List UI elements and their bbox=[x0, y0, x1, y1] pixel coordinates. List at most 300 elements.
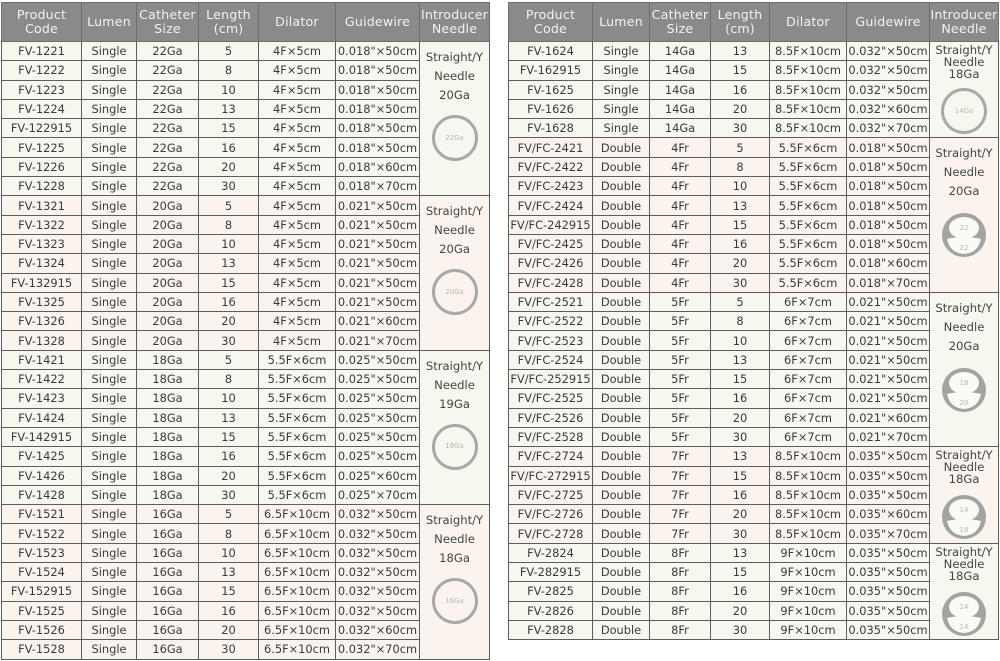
lumen-cell: Single bbox=[593, 61, 650, 80]
table-row bbox=[2, 640, 490, 659]
table-row bbox=[509, 620, 999, 639]
length-cell: 5 bbox=[199, 505, 259, 524]
dilator-cell: 5.5F×6cm bbox=[770, 215, 847, 234]
dilator-cell: 6.5F×10cm bbox=[259, 620, 336, 639]
lumen-cell: Single bbox=[82, 505, 137, 524]
table-row bbox=[2, 389, 490, 408]
lumen-cell: Double bbox=[593, 466, 650, 485]
product-code-cell: FV-1522 bbox=[2, 524, 82, 543]
length-cell: 20 bbox=[711, 601, 770, 620]
needle-label-line: Needle bbox=[943, 556, 985, 571]
lumen-cell: Single bbox=[82, 370, 137, 389]
dilator-cell: 4F×5cm bbox=[259, 273, 336, 292]
table-row bbox=[2, 466, 490, 485]
product-code-cell: FV/FC-2526 bbox=[509, 408, 593, 427]
length-cell: 5 bbox=[711, 292, 770, 311]
col-header-guidewire: Guidewire bbox=[336, 3, 420, 42]
lumen-cell: Single bbox=[82, 234, 137, 253]
needle-label-line: Straight/Y bbox=[935, 544, 993, 559]
table-row bbox=[509, 292, 999, 311]
guidewire-cell: 0.035"×50cm bbox=[847, 447, 930, 466]
guidewire-cell: 0.035"×50cm bbox=[847, 582, 930, 601]
lumen-cell: Double bbox=[593, 543, 650, 562]
catheter-size-cell: 16Ga bbox=[137, 505, 199, 524]
length-cell: 13 bbox=[199, 563, 259, 582]
needle-label-line: Needle bbox=[943, 165, 985, 180]
catheter-size-cell: 16Ga bbox=[137, 582, 199, 601]
catheter-size-cell: 22Ga bbox=[137, 119, 199, 138]
catheter-size-cell: 4Fr bbox=[650, 196, 711, 215]
table-row bbox=[509, 196, 999, 215]
dilator-cell: 5.5F×6cm bbox=[770, 177, 847, 196]
table-row bbox=[509, 505, 999, 524]
dilator-cell: 6.5F×10cm bbox=[259, 543, 336, 562]
product-code-cell: FV/FC-2724 bbox=[509, 447, 593, 466]
col-header-catheter-size: Catheter Size bbox=[137, 3, 199, 42]
length-cell: 20 bbox=[199, 466, 259, 485]
catheter-size-cell: 20Ga bbox=[137, 312, 199, 331]
table-body bbox=[509, 42, 999, 640]
lumen-label-bottom: 18 bbox=[959, 526, 969, 535]
product-code-cell: FV-1521 bbox=[2, 505, 82, 524]
guidewire-cell: 0.032"×50cm bbox=[336, 563, 420, 582]
product-code-cell: FV/FC-2423 bbox=[509, 177, 593, 196]
guidewire-cell: 0.032"×50cm bbox=[847, 42, 930, 61]
product-code-cell: FV-152915 bbox=[2, 582, 82, 601]
table-row bbox=[2, 138, 490, 157]
product-code-cell: FV-1523 bbox=[2, 543, 82, 562]
length-cell: 15 bbox=[711, 370, 770, 389]
product-code-cell: FV-1222 bbox=[2, 61, 82, 80]
col-header-lumen: Lumen bbox=[593, 3, 650, 42]
length-cell: 15 bbox=[711, 215, 770, 234]
lumen-cell: Single bbox=[82, 543, 137, 562]
table-row bbox=[509, 157, 999, 176]
catheter-size-cell: 14Ga bbox=[650, 42, 711, 61]
guidewire-cell: 0.032"×50cm bbox=[336, 524, 420, 543]
product-code-cell: FV-132915 bbox=[2, 273, 82, 292]
product-code-cell: FV-1625 bbox=[509, 80, 593, 99]
table-row bbox=[509, 543, 999, 562]
lumen-label-top: 14 bbox=[959, 602, 969, 611]
dilator-cell: 8.5F×10cm bbox=[770, 119, 847, 138]
lumen-cell: Single bbox=[593, 42, 650, 61]
dilator-cell: 4F×5cm bbox=[259, 331, 336, 350]
needle-label-line: Straight/Y bbox=[425, 50, 484, 64]
guidewire-cell: 0.018"×50cm bbox=[336, 61, 420, 80]
product-code-cell: FV/FC-2524 bbox=[509, 350, 593, 369]
lumen-cell: Double bbox=[593, 215, 650, 234]
product-code-cell: FV-1421 bbox=[2, 350, 82, 369]
lumen-cell: Single bbox=[82, 196, 137, 215]
guidewire-cell: 0.018"×50cm bbox=[336, 119, 420, 138]
product-code-cell: FV-2825 bbox=[509, 582, 593, 601]
dilator-cell: 4F×5cm bbox=[259, 254, 336, 273]
length-cell: 30 bbox=[711, 119, 770, 138]
product-code-cell: FV/FC-2422 bbox=[509, 157, 593, 176]
single-lumen-cross-section-icon: 16Ga bbox=[432, 578, 478, 624]
guidewire-cell: 0.021"×70cm bbox=[847, 427, 930, 446]
guidewire-cell: 0.021"×70cm bbox=[336, 331, 420, 350]
lumen-cell: Single bbox=[593, 80, 650, 99]
introducer-needle-cell bbox=[420, 350, 490, 504]
table-row bbox=[2, 177, 490, 196]
lumen-label-top: 18 bbox=[959, 378, 969, 387]
needle-label-line: 20Ga bbox=[948, 184, 980, 199]
product-code-cell: FV-1426 bbox=[2, 466, 82, 485]
dilator-cell: 8.5F×10cm bbox=[770, 61, 847, 80]
guidewire-cell: 0.021"×50cm bbox=[847, 331, 930, 350]
catheter-size-cell: 18Ga bbox=[137, 389, 199, 408]
length-cell: 30 bbox=[711, 524, 770, 543]
lumen-label-bottom: 22 bbox=[959, 244, 969, 253]
guidewire-cell: 0.018"×50cm bbox=[336, 80, 420, 99]
catheter-size-cell: 18Ga bbox=[137, 350, 199, 369]
catheter-size-cell: 20Ga bbox=[137, 254, 199, 273]
catheter-size-cell: 20Ga bbox=[137, 273, 199, 292]
catheter-size-cell: 16Ga bbox=[137, 563, 199, 582]
table-row bbox=[2, 80, 490, 99]
guidewire-cell: 0.035"×50cm bbox=[847, 563, 930, 582]
needle-label-line: Needle bbox=[434, 69, 475, 83]
length-cell: 30 bbox=[199, 177, 259, 196]
product-code-cell: FV-1524 bbox=[2, 563, 82, 582]
table-row bbox=[2, 408, 490, 427]
lumen-cell: Single bbox=[82, 157, 137, 176]
catheter-size-cell: 22Ga bbox=[137, 42, 199, 61]
table-row bbox=[509, 61, 999, 80]
product-code-cell: FV-1224 bbox=[2, 99, 82, 118]
table-row bbox=[2, 485, 490, 504]
catheter-size-cell: 8Fr bbox=[650, 563, 711, 582]
guidewire-cell: 0.018"×60cm bbox=[847, 254, 930, 273]
lumen-label-bottom: 14 bbox=[959, 622, 969, 631]
dilator-cell: 5.5F×6cm bbox=[770, 157, 847, 176]
guidewire-cell: 0.018"×50cm bbox=[336, 99, 420, 118]
table-row bbox=[2, 447, 490, 466]
catheter-size-cell: 18Ga bbox=[137, 370, 199, 389]
length-cell: 30 bbox=[711, 620, 770, 639]
length-cell: 16 bbox=[199, 292, 259, 311]
col-header-guidewire: Guidewire bbox=[847, 3, 930, 42]
product-code-cell: FV-1526 bbox=[2, 620, 82, 639]
length-cell: 20 bbox=[711, 99, 770, 118]
guidewire-cell: 0.032"×50cm bbox=[336, 543, 420, 562]
needle-label-line: Needle bbox=[434, 377, 475, 392]
product-code-cell: FV-122915 bbox=[2, 119, 82, 138]
catheter-size-cell: 22Ga bbox=[137, 99, 199, 118]
dilator-cell: 9F×10cm bbox=[770, 543, 847, 562]
col-header-catheter-size: Catheter Size bbox=[650, 3, 711, 42]
catheter-size-cell: 16Ga bbox=[137, 620, 199, 639]
table-row bbox=[509, 234, 999, 253]
catheter-size-cell: 8Fr bbox=[650, 582, 711, 601]
table-row bbox=[2, 61, 490, 80]
product-code-cell: FV-162915 bbox=[509, 61, 593, 80]
lumen-cell: Double bbox=[593, 505, 650, 524]
lumen-cell: Single bbox=[82, 563, 137, 582]
dilator-cell: 6.5F×10cm bbox=[259, 601, 336, 620]
guidewire-cell: 0.018"×50cm bbox=[336, 42, 420, 61]
lumen-cell: Single bbox=[593, 119, 650, 138]
product-code-cell: FV-2826 bbox=[509, 601, 593, 620]
dilator-cell: 4F×5cm bbox=[259, 61, 336, 80]
guidewire-cell: 0.025"×70cm bbox=[336, 485, 420, 504]
dilator-cell: 6F×7cm bbox=[770, 292, 847, 311]
lumen-cell: Double bbox=[593, 389, 650, 408]
table-row bbox=[509, 138, 999, 157]
product-code-cell: FV-1328 bbox=[2, 331, 82, 350]
table-row bbox=[2, 312, 490, 331]
length-cell: 20 bbox=[199, 157, 259, 176]
table-row bbox=[509, 254, 999, 273]
table-row bbox=[2, 157, 490, 176]
guidewire-cell: 0.025"×50cm bbox=[336, 427, 420, 446]
length-cell: 16 bbox=[711, 485, 770, 504]
dilator-cell: 4F×5cm bbox=[259, 157, 336, 176]
lumen-cell: Single bbox=[82, 292, 137, 311]
catheter-size-cell: 18Ga bbox=[137, 408, 199, 427]
col-header-dilator: Dilator bbox=[259, 3, 336, 42]
product-code-cell: FV/FC-2425 bbox=[509, 234, 593, 253]
table-row bbox=[2, 427, 490, 446]
length-cell: 5 bbox=[711, 138, 770, 157]
catheter-size-cell: 20Ga bbox=[137, 331, 199, 350]
guidewire-cell: 0.021"×50cm bbox=[336, 196, 420, 215]
lumen-cell: Double bbox=[593, 157, 650, 176]
guidewire-cell: 0.021"×50cm bbox=[336, 254, 420, 273]
guidewire-cell: 0.021"×50cm bbox=[336, 273, 420, 292]
double-lumen-cross-section-icon bbox=[940, 366, 988, 414]
catheter-size-cell: 20Ga bbox=[137, 215, 199, 234]
catheter-size-cell: 18Ga bbox=[137, 427, 199, 446]
length-cell: 16 bbox=[711, 389, 770, 408]
table-row bbox=[509, 447, 999, 466]
length-cell: 30 bbox=[711, 427, 770, 446]
catheter-size-cell: 7Fr bbox=[650, 466, 711, 485]
lumen-cell: Double bbox=[593, 427, 650, 446]
lumen-cell: Single bbox=[82, 273, 137, 292]
product-code-cell: FV-1525 bbox=[2, 601, 82, 620]
length-cell: 10 bbox=[199, 389, 259, 408]
catheter-size-cell: 5Fr bbox=[650, 427, 711, 446]
guidewire-cell: 0.018"×70cm bbox=[336, 177, 420, 196]
length-cell: 16 bbox=[711, 582, 770, 601]
lumen-cell: Double bbox=[593, 292, 650, 311]
table-row bbox=[2, 215, 490, 234]
table-row bbox=[509, 42, 999, 61]
product-code-cell: FV-1423 bbox=[2, 389, 82, 408]
lumen-cell: Double bbox=[593, 408, 650, 427]
catheter-size-cell: 18Ga bbox=[137, 485, 199, 504]
length-cell: 30 bbox=[199, 331, 259, 350]
lumen-cell: Double bbox=[593, 254, 650, 273]
guidewire-cell: 0.032"×50cm bbox=[847, 80, 930, 99]
product-code-cell: FV-2824 bbox=[509, 543, 593, 562]
catheter-size-cell: 22Ga bbox=[137, 177, 199, 196]
length-cell: 16 bbox=[199, 447, 259, 466]
dilator-cell: 6F×7cm bbox=[770, 389, 847, 408]
dilator-cell: 5.5F×6cm bbox=[770, 273, 847, 292]
catheter-size-cell: 22Ga bbox=[137, 138, 199, 157]
length-cell: 5 bbox=[199, 350, 259, 369]
table-row bbox=[509, 485, 999, 504]
guidewire-cell: 0.018"×60cm bbox=[336, 157, 420, 176]
length-cell: 8 bbox=[711, 157, 770, 176]
catheter-size-cell: 4Fr bbox=[650, 234, 711, 253]
dilator-cell: 6F×7cm bbox=[770, 331, 847, 350]
dilator-cell: 9F×10cm bbox=[770, 601, 847, 620]
guidewire-cell: 0.025"×50cm bbox=[336, 350, 420, 369]
dilator-cell: 5.5F×6cm bbox=[770, 254, 847, 273]
table-row bbox=[509, 215, 999, 234]
length-cell: 20 bbox=[711, 254, 770, 273]
product-code-cell: FV-1321 bbox=[2, 196, 82, 215]
dilator-cell: 5.5F×6cm bbox=[770, 138, 847, 157]
catheter-size-cell: 16Ga bbox=[137, 543, 199, 562]
needle-label-line: 20Ga bbox=[948, 338, 980, 353]
product-code-cell: FV-1221 bbox=[2, 42, 82, 61]
guidewire-cell: 0.025"×50cm bbox=[336, 370, 420, 389]
length-cell: 8 bbox=[199, 370, 259, 389]
dilator-cell: 5.5F×6cm bbox=[770, 234, 847, 253]
table-row bbox=[2, 119, 490, 138]
catheter-size-cell: 20Ga bbox=[137, 234, 199, 253]
lumen-cell: Single bbox=[593, 99, 650, 118]
table-row bbox=[2, 99, 490, 118]
needle-label-line: 20Ga bbox=[439, 242, 470, 257]
col-header-product-code: Product Code bbox=[2, 3, 82, 42]
dilator-cell: 5.5F×6cm bbox=[770, 196, 847, 215]
lumen-cell: Single bbox=[82, 215, 137, 234]
length-cell: 13 bbox=[199, 99, 259, 118]
table-row bbox=[509, 427, 999, 446]
guidewire-cell: 0.032"×70cm bbox=[847, 119, 930, 138]
product-code-cell: FV-1326 bbox=[2, 312, 82, 331]
product-code-cell: FV-1428 bbox=[2, 485, 82, 504]
length-cell: 15 bbox=[199, 427, 259, 446]
catheter-size-cell: 5Fr bbox=[650, 312, 711, 331]
needle-label-line: 18Ga bbox=[948, 568, 980, 583]
guidewire-cell: 0.032"×50cm bbox=[336, 505, 420, 524]
catheter-size-cell: 8Fr bbox=[650, 601, 711, 620]
guidewire-cell: 0.021"×50cm bbox=[847, 292, 930, 311]
length-cell: 10 bbox=[199, 234, 259, 253]
lumen-label-bottom: 20 bbox=[959, 398, 969, 407]
dilator-cell: 8.5F×10cm bbox=[770, 505, 847, 524]
catheter-size-cell: 7Fr bbox=[650, 485, 711, 504]
introducer-needle-cell bbox=[930, 138, 999, 292]
length-cell: 15 bbox=[711, 563, 770, 582]
lumen-cell: Single bbox=[82, 80, 137, 99]
dilator-cell: 8.5F×10cm bbox=[770, 485, 847, 504]
catheter-size-cell: 4Fr bbox=[650, 215, 711, 234]
lumen-cell: Double bbox=[593, 331, 650, 350]
length-cell: 8 bbox=[199, 215, 259, 234]
guidewire-cell: 0.032"×50cm bbox=[336, 601, 420, 620]
table-row bbox=[509, 370, 999, 389]
guidewire-cell: 0.018"×50cm bbox=[847, 196, 930, 215]
length-cell: 5 bbox=[199, 196, 259, 215]
guidewire-cell: 0.032"×50cm bbox=[336, 582, 420, 601]
table-row bbox=[509, 466, 999, 485]
dilator-cell: 4F×5cm bbox=[259, 80, 336, 99]
double-lumen-cross-section-icon bbox=[940, 493, 988, 541]
lumen-cell: Double bbox=[593, 601, 650, 620]
dilator-cell: 8.5F×10cm bbox=[770, 447, 847, 466]
product-code-cell: FV-1322 bbox=[2, 215, 82, 234]
catheter-size-cell: 14Ga bbox=[650, 119, 711, 138]
catheter-size-cell: 18Ga bbox=[137, 447, 199, 466]
length-cell: 13 bbox=[199, 254, 259, 273]
dilator-cell: 6F×7cm bbox=[770, 427, 847, 446]
needle-label-line: Straight/Y bbox=[935, 43, 993, 57]
catheter-size-cell: 5Fr bbox=[650, 389, 711, 408]
dilator-cell: 4F×5cm bbox=[259, 177, 336, 196]
table-row bbox=[509, 524, 999, 543]
dilator-cell: 9F×10cm bbox=[770, 582, 847, 601]
product-code-cell: FV/FC-272915 bbox=[509, 466, 593, 485]
length-cell: 15 bbox=[711, 61, 770, 80]
lumen-cell: Single bbox=[82, 350, 137, 369]
dilator-cell: 6.5F×10cm bbox=[259, 582, 336, 601]
dilator-cell: 5.5F×6cm bbox=[259, 447, 336, 466]
lumen-label-top: 22 bbox=[959, 224, 969, 233]
needle-label-line: Straight/Y bbox=[425, 513, 484, 528]
length-cell: 10 bbox=[199, 80, 259, 99]
table-row bbox=[509, 273, 999, 292]
length-cell: 13 bbox=[199, 408, 259, 427]
catheter-size-cell: 22Ga bbox=[137, 61, 199, 80]
product-code-cell: FV-1528 bbox=[2, 640, 82, 659]
dilator-cell: 8.5F×10cm bbox=[770, 42, 847, 61]
table-row bbox=[509, 389, 999, 408]
introducer-needle-cell bbox=[930, 447, 999, 543]
guidewire-cell: 0.032"×60cm bbox=[336, 620, 420, 639]
length-cell: 15 bbox=[199, 582, 259, 601]
length-cell: 15 bbox=[199, 119, 259, 138]
length-cell: 13 bbox=[711, 42, 770, 61]
length-cell: 30 bbox=[711, 273, 770, 292]
length-cell: 30 bbox=[199, 485, 259, 504]
introducer-needle-cell bbox=[420, 505, 490, 659]
lumen-cell: Double bbox=[593, 524, 650, 543]
length-cell: 13 bbox=[711, 543, 770, 562]
catheter-size-cell: 14Ga bbox=[650, 80, 711, 99]
guidewire-cell: 0.018"×50cm bbox=[847, 215, 930, 234]
single-lumen-cross-section-icon: 20Ga bbox=[432, 269, 478, 315]
product-code-cell: FV/FC-2522 bbox=[509, 312, 593, 331]
dilator-cell: 5.5F×6cm bbox=[259, 370, 336, 389]
lumen-cell: Single bbox=[82, 119, 137, 138]
col-header-product-code: Product Code bbox=[509, 3, 593, 42]
product-code-cell: FV/FC-2521 bbox=[509, 292, 593, 311]
guidewire-cell: 0.035"×50cm bbox=[847, 485, 930, 504]
double-lumen-cross-section-icon bbox=[940, 590, 988, 638]
catheter-size-cell: 4Fr bbox=[650, 157, 711, 176]
col-header-dilator: Dilator bbox=[770, 3, 847, 42]
length-cell: 20 bbox=[199, 620, 259, 639]
guidewire-cell: 0.021"×50cm bbox=[336, 234, 420, 253]
table-row bbox=[2, 582, 490, 601]
dilator-cell: 4F×5cm bbox=[259, 196, 336, 215]
lumen-cell: Double bbox=[593, 582, 650, 601]
lumen-cell: Single bbox=[82, 389, 137, 408]
dilator-cell: 9F×10cm bbox=[770, 620, 847, 639]
table-row bbox=[509, 80, 999, 99]
introducer-needle-cell bbox=[930, 543, 999, 639]
introducer-needle-cell bbox=[420, 196, 490, 350]
